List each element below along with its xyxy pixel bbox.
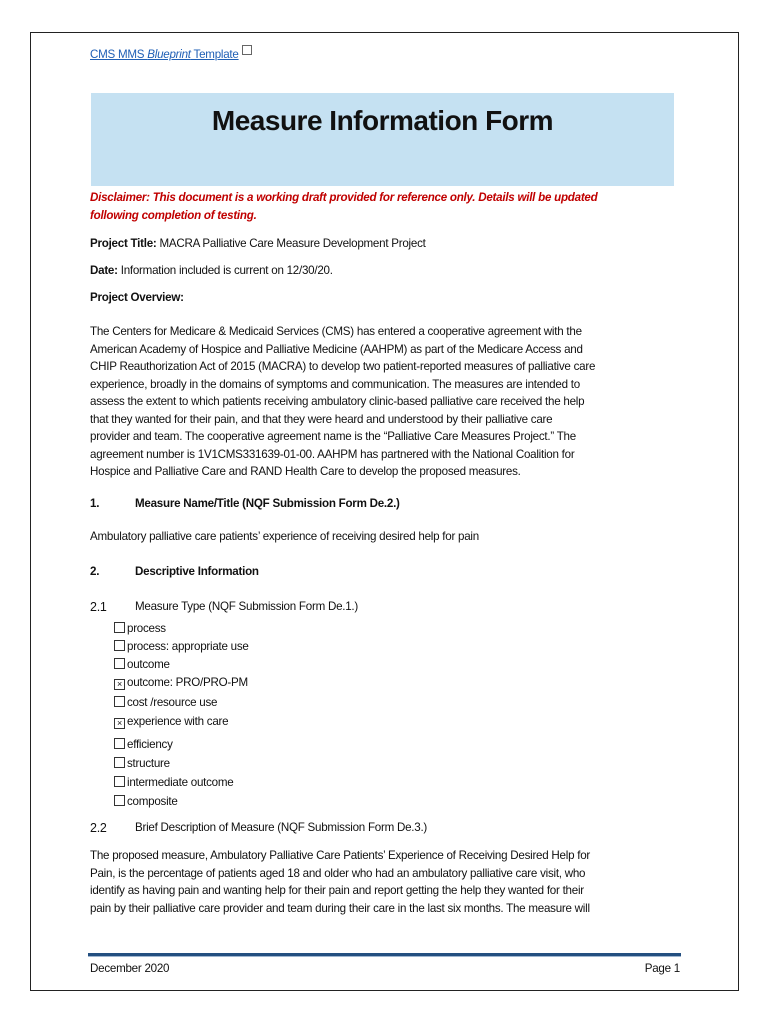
page-title: Measure Information Form (211, 105, 554, 136)
measure-type-label: process (127, 622, 166, 635)
section-2-1-title: Measure Type (NQF Submission Form De.1.) (135, 600, 359, 613)
overview-line: agreement number is 1V1CMS331639-01-00. AAHPM has partnered with the National Coalition for (90, 447, 575, 461)
description-line: pain by their palliative care provider and team during their care in the last six months. The measure will (90, 901, 590, 915)
section-2-2-number: 2.2 (90, 821, 107, 835)
section-1-title: Measure Name/Title (NQF Submission Form De.2.) (135, 497, 400, 510)
description-line: identify as having pain and wanting help for their pain and report getting the help they wanted for their (90, 884, 584, 897)
link-text-italic: Blueprint (147, 48, 191, 61)
measure-type-option[interactable] (114, 775, 234, 789)
measure-type-label: outcome: PRO/PRO-PM (127, 676, 248, 689)
measure-type-label: process: appropriate use (127, 640, 249, 653)
measure-type-label: outcome (127, 658, 170, 671)
measure-type-option[interactable] (114, 657, 170, 671)
measure-type-option[interactable] (114, 676, 248, 689)
measure-type-label: efficiency (127, 738, 173, 751)
section-2-number: 2. (90, 565, 100, 578)
measure-type-option[interactable] (114, 695, 217, 709)
link-text: CMS MMS (90, 48, 148, 61)
label: Project Title: (90, 237, 157, 250)
title-banner (91, 93, 674, 186)
footer-rule (88, 953, 681, 957)
measure-type-label: experience with care (127, 715, 229, 728)
overview-line: experience, broadly in the domains of symptoms and communication. The measures are intended to (90, 377, 580, 391)
description-line: Pain, is the percentage of patients aged 18 and older who had an ambulatory palliative care visit, who (90, 866, 586, 880)
description-line: The proposed measure, Ambulatory Palliative Care Patients’ Experience of Receiving Desired Help for (90, 849, 591, 862)
section-2-2-title: Brief Description of Measure (NQF Submission Form De.3.) (135, 821, 428, 834)
measure-type-label: cost /resource use (127, 696, 218, 709)
measure-type-option[interactable] (114, 715, 228, 728)
section-2-title: Descriptive Information (135, 565, 259, 578)
overview-line: CHIP Reauthorization Act of 2015 (MACRA) to develop two patient-reported measures of palliative care (90, 360, 596, 373)
cms-mms-blueprint-link[interactable] (90, 48, 252, 61)
checkbox-icon[interactable] (114, 658, 125, 669)
measure-type-option[interactable] (114, 737, 173, 751)
overview-line: The Centers for Medicare & Medicaid Services (CMS) has entered a cooperative agreement with the (90, 325, 582, 338)
checkbox-icon[interactable] (114, 622, 125, 633)
overview-line: American Academy of Hospice and Palliative Medicine (AAHPM) as part of the Medicare Access and (90, 342, 583, 356)
overview-line: provider and team. The cooperative agreement name is the “Palliative Care Measures Project.” The (90, 430, 576, 443)
section-1-text: Ambulatory palliative care patients’ experience of receiving desired help for pain (90, 530, 479, 543)
checkbox-icon[interactable] (114, 640, 125, 651)
section-1-number: 1. (90, 497, 100, 510)
measure-type-option[interactable] (114, 621, 166, 635)
value: Information included is current on 12/30/20. (117, 264, 333, 277)
checkbox-icon[interactable] (114, 776, 125, 787)
checked-checkbox-icon[interactable]: × (114, 718, 125, 729)
checked-checkbox-icon[interactable]: × (114, 679, 125, 690)
checkbox-icon[interactable] (114, 696, 125, 707)
label: Date: (90, 264, 118, 277)
checkbox-icon[interactable] (114, 757, 125, 768)
checkbox-icon[interactable] (114, 738, 125, 749)
disclaimer-line: following completion of testing. (90, 209, 257, 222)
external-link-icon (242, 45, 252, 55)
overview-heading: Project Overview: (90, 291, 184, 304)
date (90, 264, 333, 277)
overview-line: Hospice and Palliative Care and RAND Health Care to develop the proposed measures. (90, 465, 521, 478)
measure-type-label: intermediate outcome (127, 776, 234, 789)
footer-date: December 2020 (90, 962, 170, 975)
overview-line: that they wanted for their pain, and that they were heard and understood by their palliative care (90, 412, 553, 426)
link-text: Template (190, 48, 239, 61)
checkbox-icon[interactable] (114, 795, 125, 806)
measure-type-label: composite (127, 795, 178, 808)
overview-line: assess the extent to which patients receiving ambulatory clinic-based palliative care received the help (90, 395, 585, 408)
footer-page-number: Page 1 (644, 962, 680, 975)
measure-type-option[interactable] (114, 639, 249, 653)
value: MACRA Palliative Care Measure Development Project (156, 237, 426, 250)
measure-type-option[interactable] (114, 794, 178, 808)
measure-type-option[interactable] (114, 756, 170, 770)
section-2-1-number: 2.1 (90, 600, 107, 614)
project-title (90, 237, 426, 250)
measure-type-label: structure (127, 757, 170, 770)
disclaimer-line: Disclaimer: This document is a working draft provided for reference only. Details will be updated (90, 191, 598, 204)
